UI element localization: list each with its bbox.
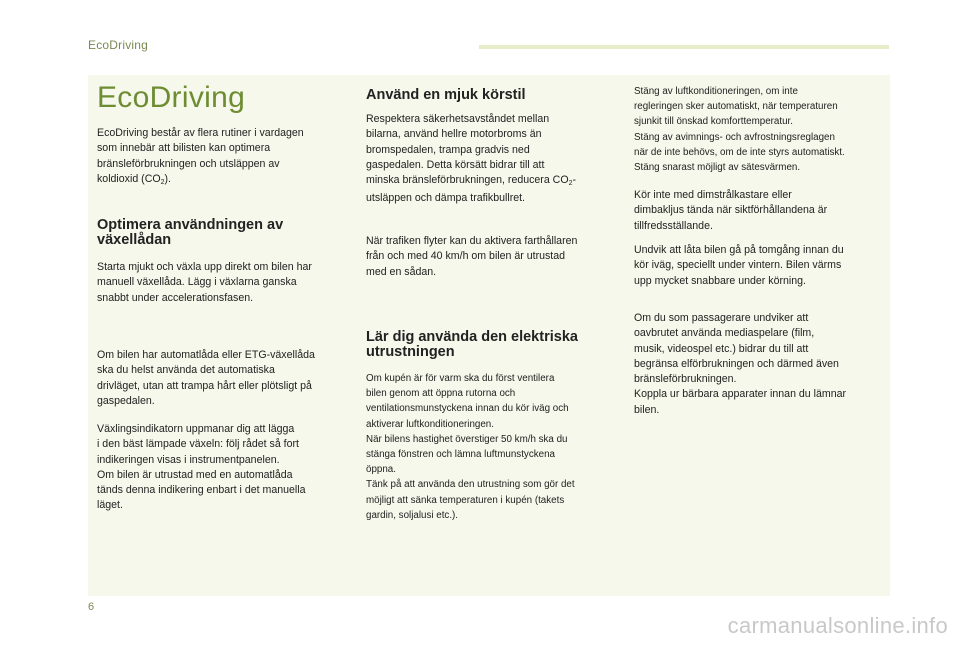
smooth-text: Respektera säkerhetsavståndet mellan bilarna, använd hellre motorbroms än bromspedalen, trampa gradvis ned gaspedalen. Detta körsätt bidrar till att minska bränsleförbrukningen, reducera CO (366, 113, 569, 187)
smooth-text-end: - utsläppen och dämpa trafikbullret. (366, 174, 576, 205)
page-title: EcoDriving (97, 81, 246, 114)
passenger-paragraph: Om du som passagerare undviker att oavbrutet använda mediaspelare (film, musik, videospel etc.) bidrar du till att begränsa elförbrukningen och därmed även bränsleförbrukningen. Koppla ur bärbara apparater innan du lämnar bilen. (634, 312, 847, 416)
gearbox-paragraph-3: Växlingsindikatorn uppmanar dig att lägga i den bäst lämpade växeln: följ rådet så fort indikeringen visas i instrumentpanelen. Om bilen är utrustad med en automatlåda tänds denna indikering enbart i det manuella läget. (97, 423, 306, 512)
gearbox-paragraph-1: Starta mjukt och växla upp direkt om bilen har manuell växellåda. Lägg i växlarna ganska snabbt under accelerationsfasen. (97, 261, 312, 304)
smooth-driving-paragraph-1 (366, 112, 612, 207)
heading-electrical-equipment: Lär dig använda den elektriska utrustningen (366, 329, 578, 360)
gearbox-paragraph-2: Om bilen har automatlåda eller ETG-växellåda ska du helst använda det automatiska drivläget, utan att trampa hårt eller plötsligt på gaspedalen. (97, 349, 315, 407)
smooth-subscript: 2 (568, 180, 573, 188)
header-rule (479, 45, 889, 49)
intro-text: EcoDriving består av flera rutiner i vardagen som innebär att bilisten kan optimera bränsleförbrukningen och utsläppen av koldioxid (CO (97, 127, 304, 185)
smooth-driving-paragraph-2: När trafiken flyter kan du aktivera farthållaren från och med 40 km/h om bilen är utrustad med en sådan. (366, 235, 578, 278)
aircon-paragraph: Stäng av luftkonditioneringen, om inte regleringen sker automatiskt, när temperaturen sjunkit till önskad komforttemperatur. Stäng av avimnings- och avfrostningsreglagen när de inte behövs, om de inte styrs automatiskt. Stäng snarast möjligt av sätesvärmen. (634, 86, 845, 174)
intro-subscript: 2 (160, 178, 165, 186)
intro-text-end: ). (164, 172, 171, 185)
watermark: carmanualsonline.info (727, 613, 948, 638)
heading-smooth-driving: Använd en mjuk körstil (366, 87, 526, 103)
page-number: 6 (88, 601, 95, 613)
foglights-paragraph: Kör inte med dimstrålkastare eller dimbakljus tända när siktförhållandena är tillfredsställande. (634, 189, 828, 232)
running-header: EcoDriving (88, 38, 149, 52)
electrical-paragraph: Om kupén är för varm ska du först ventilera bilen genom att öppna rutorna och ventilationsmunstyckena innan du kör iväg och aktiverar luftkonditioneringen. När bilens hastighet överstiger 50 km/h ska du stänga fönstren och lämna luftmunstyckena öppna. Tänk på att använda den utrustning som gör det möjligt att sänka temperaturen i kupén (takets gardin, soljalusi etc.). (366, 373, 575, 521)
content-panel (88, 75, 890, 596)
heading-gearbox: Optimera användningen av växellådan (97, 217, 284, 248)
intro-paragraph (97, 126, 349, 190)
idling-paragraph: Undvik att låta bilen gå på tomgång innan du kör iväg, speciellt under vintern. Bilen värms upp mycket snabbare under körning. (634, 244, 844, 287)
